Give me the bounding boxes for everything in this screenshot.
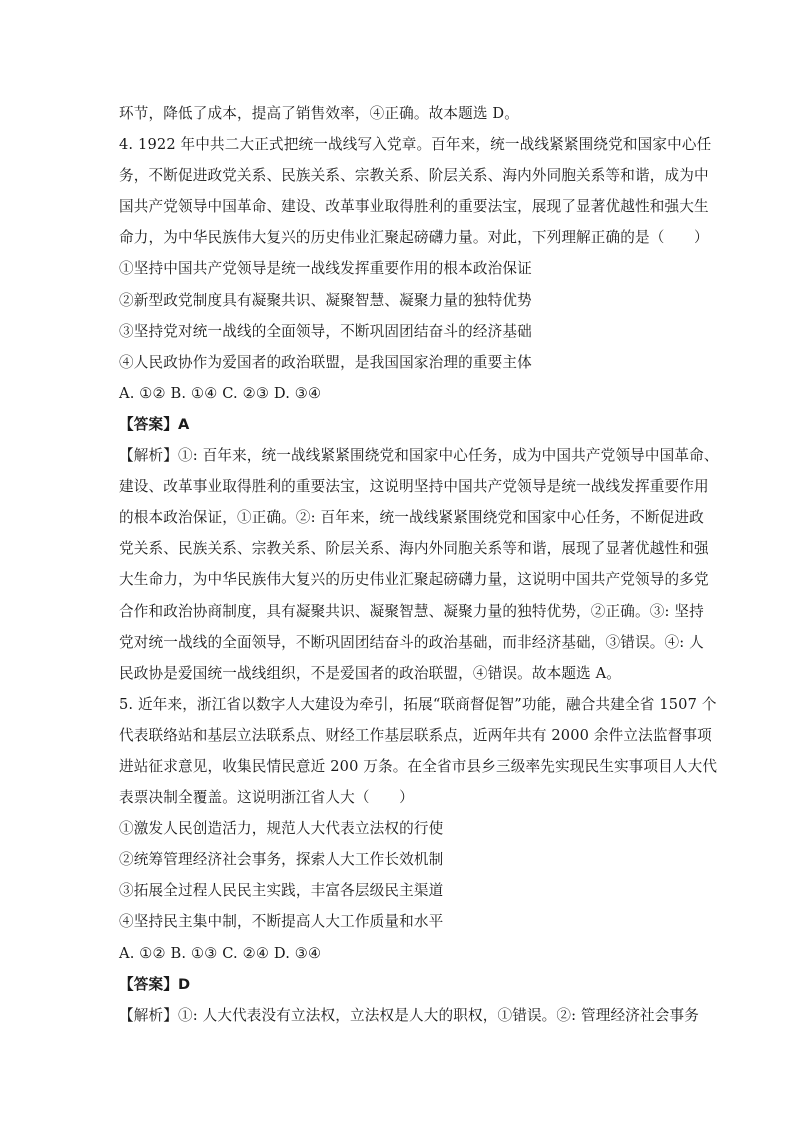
text-line: 合作和政治协商制度，具有凝聚共识、凝聚智慧、凝聚力量的独特优势，②正确。③: 坚持	[119, 602, 704, 620]
question-4-analysis: 【解析】①: 百年来，统一战线紧紧围绕党和国家中心任务，成为中国共产党领导中国革命、	[119, 447, 719, 465]
text-line: 表票决制全覆盖。这说明浙江省人大（ ）	[119, 789, 414, 807]
document-page	[119, 98, 719, 1031]
question-4-option-2: ②新型政党制度具有凝聚共识、凝聚智慧、凝聚力量的独特优势	[119, 291, 532, 309]
text-line: 代表联络站和基层立法联系点、财经工作基层联系点，近两年共有 2000 余件立法监督事项	[119, 726, 712, 744]
question-5-option-1: ①激发人民创造活力，规范人大代表立法权的行使	[119, 820, 444, 838]
question-5-option-4: ④坚持民主集中制，不断提高人大工作质量和水平	[119, 913, 444, 931]
question-4-option-4: ④人民政协作为爱国者的政治联盟，是我国国家治理的重要主体	[119, 353, 532, 371]
question-4-answer: 【答案】A	[119, 415, 190, 433]
question-4-option-3: ③坚持党对统一战线的全面领导，不断巩固团结奋斗的经济基础	[119, 322, 532, 340]
question-4-option-1: ①坚持中国共产党领导是统一战线发挥重要作用的根本政治保证	[119, 260, 532, 278]
text-line: 命力，为中华民族伟大复兴的历史伟业汇聚起磅礴力量。对此，下列理解正确的是（ ）	[119, 229, 709, 247]
question-4-stem: 4. 1922 年中共二大正式把统一战线写入党章。百年来，统一战线紧紧围绕党和国家中心任	[119, 136, 712, 154]
text-line: 建设、改革事业取得胜利的重要法宝，这说明坚持中国共产党领导是统一战线发挥重要作用	[119, 478, 709, 496]
text-line: 国共产党领导中国革命、建设、改革事业取得胜利的重要法宝，展现了显著优越性和强大生	[119, 198, 709, 216]
text-line: 环节，降低了成本，提高了销售效率，④正确。故本题选 D。	[119, 105, 519, 122]
question-5-analysis: 【解析】①: 人大代表没有立法权，立法权是人大的职权，①错误。②: 管理经济社会事务	[119, 1006, 699, 1024]
text-line: 进站征求意见，收集民情民意近 200 万条。在全省市县乡三级率先实现民生实事项目人大代	[119, 757, 718, 775]
question-5-answer: 【答案】D	[119, 975, 191, 993]
question-5-option-3: ③拓展全过程人民民主实践，丰富各层级民主渠道	[119, 882, 444, 900]
text-line: 务，不断促进政党关系、民族关系、宗教关系、阶层关系、海内外同胞关系等和谐，成为中	[119, 167, 709, 185]
text-line: 党对统一战线的全面领导，不断巩固团结奋斗的政治基础，而非经济基础，③错误。④: 人	[119, 633, 704, 651]
question-4-choices: A. ①② B. ①④ C. ②③ D. ③④	[119, 384, 322, 402]
text-line: 的根本政治保证，①正确。②: 百年来，统一战线紧紧围绕党和国家中心任务，不断促进政	[119, 509, 704, 527]
question-5-choices: A. ①② B. ①③ C. ②④ D. ③④	[119, 944, 322, 962]
text-line: 党关系、民族关系、宗教关系、阶层关系、海内外同胞关系等和谐，展现了显著优越性和强	[119, 540, 709, 558]
text-line: 大生命力，为中华民族伟大复兴的历史伟业汇聚起磅礴力量，这说明中国共产党领导的多党	[119, 571, 709, 589]
question-5-option-2: ②统筹管理经济社会事务，探索人大工作长效机制	[119, 851, 444, 869]
text-line: 民政协是爱国统一战线组织，不是爱国者的政治联盟，④错误。故本题选 A。	[119, 664, 622, 682]
question-5-stem: 5. 近年来，浙江省以数字人大建设为牵引，拓展“联商督促智”功能，融合共建全省 1507 个	[119, 695, 717, 713]
